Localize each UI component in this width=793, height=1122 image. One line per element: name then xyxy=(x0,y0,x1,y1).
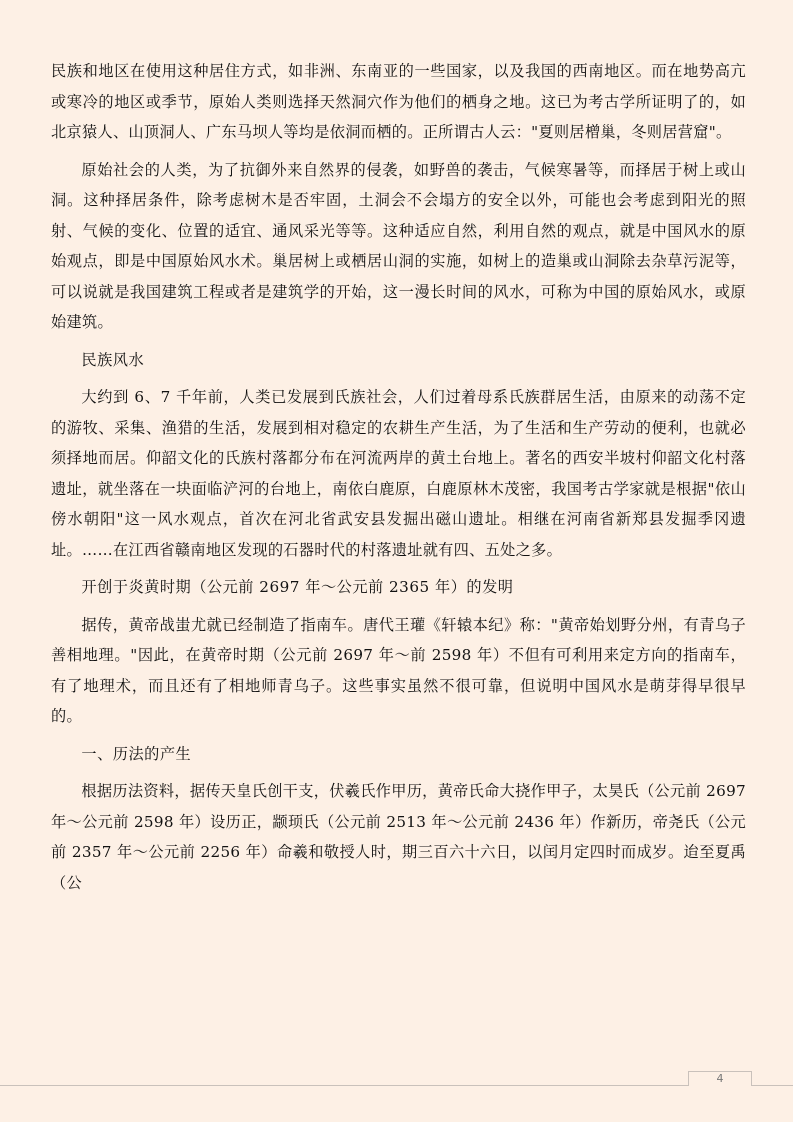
page-number: 4 xyxy=(688,1071,752,1086)
paragraph-2: 原始社会的人类，为了抗御外来自然界的侵袭，如野兽的袭击，气候寒暑等，而择居于树上或山洞。这种择居条件，除考虑树木是否牢固，土洞会不会塌方的安全以外，可能也会考虑到阳光的照射、气候的变化、位置的适宜、通风采光等等。这种适应自然，利用自然的观点，就是中国风水的原始观点，即是中国原始风水术。巢居树上或栖居山洞的实施，如树上的造巢或山洞除去杂草污泥等，可以说就是我国建筑工程或者是建筑学的开始，这一漫长时间的风水，可称为中国的原始风水，或原始建筑。 xyxy=(51,160,746,331)
section-heading-calendar: 一、历法的产生 xyxy=(81,744,192,763)
footer-divider xyxy=(0,1085,793,1086)
section-heading-yanhuang: 开创于炎黄时期（公元前 2697 年～公元前 2365 年）的发明 xyxy=(81,578,514,596)
paragraph-4: 据传，黄帝战蚩尤就已经制造了指南车。唐代王瓘《轩辕本纪》称："黄帝始划野分州，有青乌子善相地理。"因此，在黄帝时期（公元前 2697 年～前 2598 年）不但有可利用来定方向的指南车，有了地理术，而且还有了相地师青乌子。这些事实虽然不很可靠，但说明中国风水是萌芽得早很早的。 xyxy=(51,615,746,725)
paragraph-3: 大约到 6、7 千年前，人类已发展到氏族社会，人们过着母系氏族群居生活，由原来的动荡不定的游牧、采集、渔猎的生活，发展到相对稳定的农耕生产生活，为了生活和生产劳动的便利，也就必须择地而居。仰韶文化的氏族村落都分布在河流两岸的黄土台地上。著名的西安半坡村仰韶文化村落遗址，就坐落在一块面临浐河的台地上，南依白鹿原，白鹿原林木茂密，我国考古学家就是根据"依山傍水朝阳"这一风水观点，首次在河北省武安县发掘出磁山遗址。相继在河南省新郑县发掘季冈遗址。……在江西省赣南地区发现的石器时代的村落遗址就有四、五处之多。 xyxy=(51,388,746,559)
paragraph-1: 民族和地区在使用这种居住方式，如非洲、东南亚的一些国家，以及我国的西南地区。而在地势高亢或寒冷的地区或季节，原始人类则选择天然洞穴作为他们的栖身之地。这已为考古学所证明了的，如北京猿人、山顶洞人、广东马坝人等均是依洞而栖的。正所谓古人云："夏则居橧巢，冬则居营窟"。 xyxy=(51,62,746,141)
document-body xyxy=(51,56,746,898)
paragraph-5: 根据历法资料，据传天皇氏创干支，伏羲氏作甲历，黄帝氏命大挠作甲子，太昊氏（公元前 2697 年～公元前 2598 年）设历正，颛顼氏（公元前 2513 年～公元前 2436 年）作新历，帝尧氏（公元前 2357 年～公元前 2256 年）命羲和敬授人时，期三百六十六日，以闰月定四时而成岁。迨至夏禹（公 xyxy=(51,782,746,892)
section-heading-clan-fengshui: 民族风水 xyxy=(81,350,145,369)
